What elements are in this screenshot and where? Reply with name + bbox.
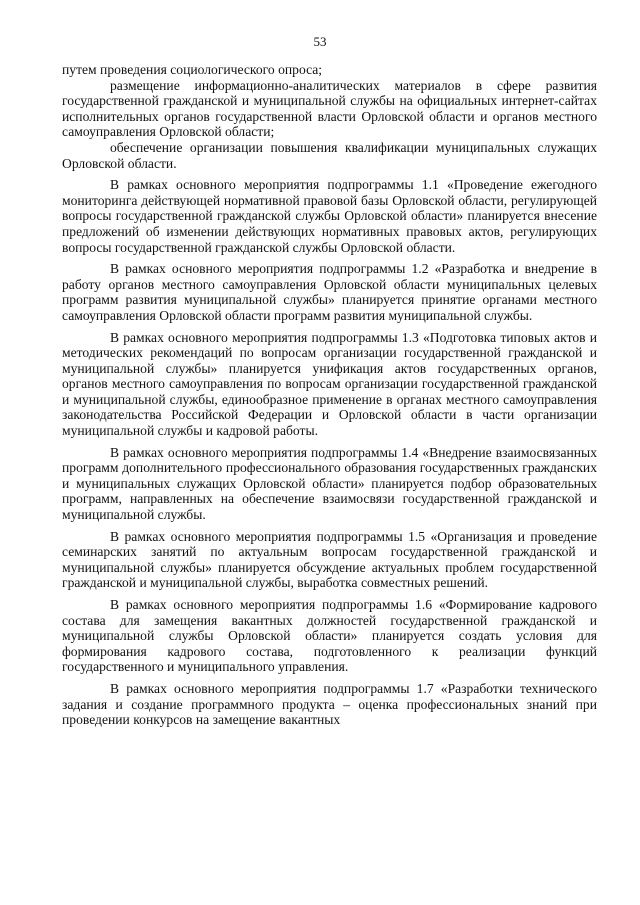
page-number: 53: [313, 34, 327, 49]
paragraph-list-item-training: обеспечение организации повышения квалификации муниципальных служащих Орловской области.: [62, 139, 597, 171]
paragraph-measure-1-2: В рамках основного мероприятия подпрограммы 1.2 «Разработка и внедрение в работу органов местного самоуправления Орловской области муниципальных целевых программ развития муниципальной службы» планируется принятие органами местного самоуправления Орловской области программ развития муниципальной службы.: [62, 261, 597, 323]
document-body: [62, 62, 597, 728]
paragraph-continuation: путем проведения социологического опроса;: [62, 62, 323, 77]
paragraph-measure-1-5: В рамках основного мероприятия подпрограммы 1.5 «Организация и проведение семинарских занятий по актуальным вопросам государственной гражданской и муниципальной службы» планируется обсуждение актуальных проблем государственной гражданской и муниципальной службы, выработка совместных решений.: [62, 528, 597, 591]
paragraph-measure-1-1: В рамках основного мероприятия подпрограммы 1.1 «Проведение ежегодного мониторинга действующей нормативной правовой базы Орловской области, регулирующей вопросы государственной гражданской службы Орловской области» планируется внесение предложений об изменении действующих нормативных правовых актов, регулирующих вопросы государственной гражданской службы Орловской области.: [62, 177, 597, 255]
paragraph-measure-1-3: В рамках основного мероприятия подпрограммы 1.3 «Подготовка типовых актов и методических рекомендаций по вопросам организации государственной гражданской и муниципальной службы» планируется унификация актов государственных органов, органов местного самоуправления по вопросам организации государственной гражданской и муниципальной службы, единообразное применение в органах местного самоуправления законодательства Российской Федерации и Орловской области в части организации муниципальной службы и кадровой работы.: [62, 329, 597, 439]
paragraph-measure-1-4: В рамках основного мероприятия подпрограммы 1.4 «Внедрение взаимосвязанных программ дополнительного профессионального образования государственных гражданских и муниципальных служащих Орловской области» планируется подбор образовательных программ, направленных на обеспечение взаимосвязи государственной гражданской и муниципальной службы.: [62, 444, 597, 523]
paragraph-measure-1-6: В рамках основного мероприятия подпрограммы 1.6 «Формирование кадрового состава для замещения вакантных должностей государственной гражданской и муниципальной службы Орловской области» планируется создать условия для формирования кадрового состава, подготовленного к реализации функций государственного и муниципального управления.: [62, 597, 597, 675]
paragraph-list-item-publication: размещение информационно-аналитических материалов в сфере развития государственной гражданской и муниципальной службы на официальных интернет-сайтах исполнительных органов государственной власти Орловской области и органов местного самоуправления Орловской области;: [62, 77, 597, 140]
paragraph-measure-1-7: В рамках основного мероприятия подпрограммы 1.7 «Разработки технического задания и создание программного продукта – оценка профессиональных знаний при проведении конкурсов на замещение вакантных: [62, 680, 597, 728]
